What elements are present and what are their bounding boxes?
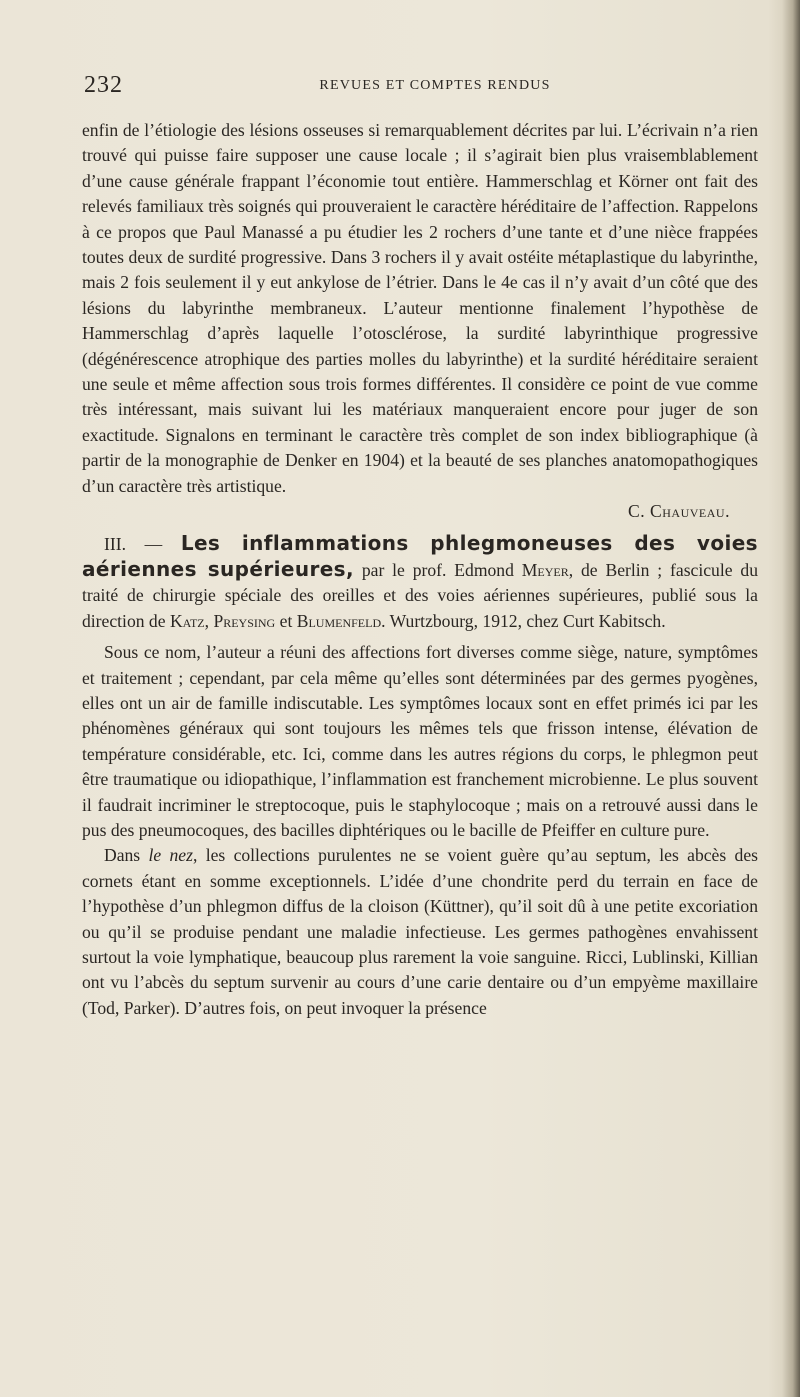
page-spine-shadow <box>782 0 800 1397</box>
paragraph-review-end: enfin de l’étiologie des lésions osseuses si remarquablement décrites par lui. L’écrivain n’a rien trouvé qui puisse faire supposer une cause locale ; il s’agirait bien plus vraisemblablement d’une cause générale frappant l’économie tout entière. Hammerschlag et Körner ont fait des relevés familiaux très soignés qui prouveraient le caractère héréditaire de l’affection. Rappelons à ce propos que Paul Manassé a pu étudier les 2 rochers d’une tante et d’une nièce frappées toutes deux de surdité progressive. Dans 3 rochers il y avait ostéite métaplastique du labyrinthe, mais 2 fois seulement il y eut ankylose de l’étrier. Dans le 4e cas il n’y avait d’un côté que des lésions du labyrinthe membraneux. L’auteur mentionne finalement l’hypothèse de Hammerschlag d’après laquelle l’otosclérose, la surdité labyrinthique progressive (dégénérescence atrophique des parties molles du labyrinthe) et la surdité héréditaire seraient une seule et même affection sous trois formes différentes. Il considère ce point de vue comme très intéressant, mais suivant lui les matériaux manqueraient encore pour juger de son exactitude. Signalons en terminant le caractère très complet de son index bibliographique (à partir de la monographie de Denker en 1904) et la beauté de ses planches anatomopathogiques d’un caractère très artistique. <box>82 120 758 496</box>
editor-name: Preysing <box>213 610 276 631</box>
article-title: Les inflammations phlegmoneuses des voies aériennes supérieures, <box>82 530 758 581</box>
editor-name: Blumenfeld <box>296 610 382 631</box>
page-body <box>82 118 758 1021</box>
italic-term: le nez <box>148 845 193 866</box>
editor-name: Katz <box>169 610 205 631</box>
page-header <box>84 72 756 102</box>
paragraph-lead: Dans <box>104 845 149 866</box>
author-name: Meyer <box>521 559 569 580</box>
reference-part-b: , de Berlin ; fascicule du traité de chirurgie spéciale des oreilles et des voies aériennes supérieures, publié sous la direction de <box>82 559 759 631</box>
paragraph-nose <box>82 843 758 1021</box>
section-number: III. — <box>104 533 163 554</box>
paragraph-rest: , les collections purulentes ne se voient guère qu’au septum, les abcès des cornets étant en somme exceptionnels. L’idée d’une chondrite perd du terrain en face de l’hypothèse d’un phlegmon diffus de la cloison (Küttner), qu’il soit dû à une petite excoriation ou qu’il se produise pendant une maladie infectieuse. Les germes pathogènes envahissent surtout la voie lymphatique, beaucoup plus rarement la voie sanguine. Ricci, Lublinski, Killian ont vu l’abcès du septum survenir au cours d’une carie dentaire ou d’un empyème maxillaire (Tod, Parker). D’autres fois, on peut invoquer la présence <box>82 845 758 1018</box>
running-title: REVUES ET COMPTES RENDUS <box>319 78 551 93</box>
reference-part-c: . Wurtzbourg, 1912, chez Curt Kabitsch. <box>381 610 666 631</box>
paragraph-summary: Sous ce nom, l’auteur a réuni des affections fort diverses comme siège, nature, symptômes et traitement ; cependant, par cela même qu’elles sont déterminées par des germes pyogènes, elles ont un air de famille indiscutable. Les symptômes locaux sont en effet primés ici par les phénomènes généraux qui sont toujours les mêmes tels que frisson intense, élévation de température considérable, etc. Ici, comme dans les autres régions du corps, le phlegmon peut être traumatique ou idiopathique, l’inflammation est franchement microbienne. Le plus souvent il faudrait incriminer le streptocoque, puis le staphylocoque ; mais on a retrouvé aussi dans le pus des pneumocoques, des bacilles diphtériques ou le bacille de Pfeiffer en culture pure. <box>82 642 758 840</box>
editor-separator: et <box>275 610 297 631</box>
page-number: 232 <box>84 72 123 98</box>
reference-part-a: par le prof. Edmond <box>353 559 522 580</box>
section-heading-paragraph <box>82 531 758 635</box>
reviewer-signature: C. Chauveau. <box>628 501 730 522</box>
editor-separator: , <box>204 610 214 631</box>
